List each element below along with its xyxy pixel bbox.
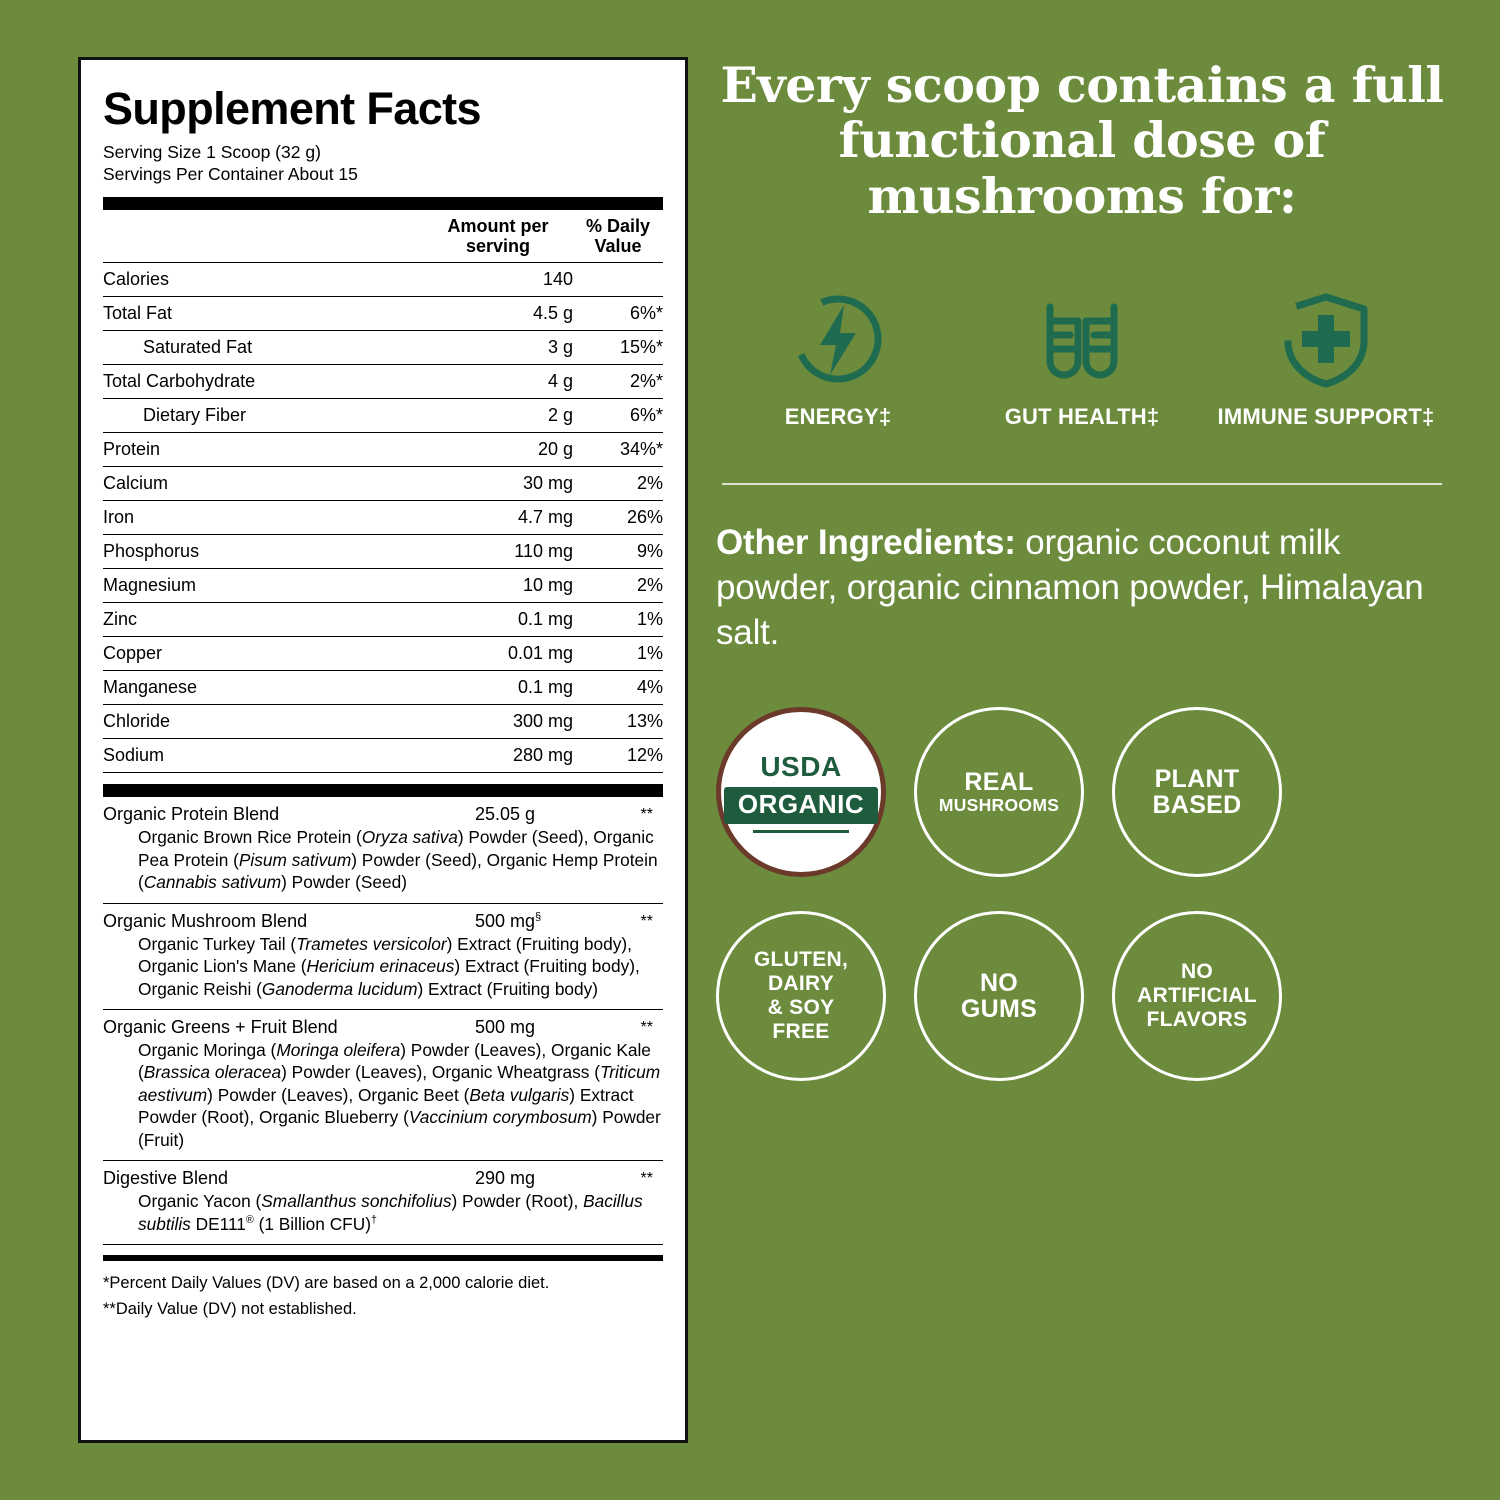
badge-line-1: NO ARTIFICIAL FLAVORS [1137, 960, 1257, 1032]
nutrient-dv [573, 263, 663, 297]
footnotes [103, 1261, 663, 1322]
benefit-label: IMMUNE SUPPORT‡ [1217, 404, 1435, 430]
table-row [103, 399, 663, 433]
other-ingredients-label: Other Ingredients: [716, 522, 1016, 562]
nutrient-name: Calcium [103, 467, 423, 501]
badge-line-1: GLUTEN, DAIRY & SOY FREE [753, 948, 849, 1044]
blend-header [103, 804, 663, 825]
nutrient-name: Iron [103, 501, 423, 535]
table-row [103, 331, 663, 365]
section-divider [722, 483, 1442, 485]
nutrient-amount: 2 g [423, 399, 573, 433]
blend-amount: 500 mg§ [475, 910, 542, 931]
nutrient-dv: 1% [573, 637, 663, 671]
nutrient-amount: 0.01 mg [423, 637, 573, 671]
usda-organic-seal [716, 707, 886, 877]
nutrient-dv: 6%* [573, 297, 663, 331]
divider-thick [103, 197, 663, 210]
supplement-facts-panel [78, 57, 688, 1443]
nutrient-amount: 300 mg [423, 705, 573, 739]
right-column [716, 0, 1500, 1500]
table-row [103, 705, 663, 739]
nutrient-amount: 10 mg [423, 569, 573, 603]
table-row [103, 637, 663, 671]
nutrient-name: Total Carbohydrate [103, 365, 423, 399]
blend-item [103, 1161, 663, 1245]
servings-per-container: Servings Per Container About 15 [103, 164, 358, 185]
badge-real-mushrooms [914, 707, 1084, 877]
benefit-gut-health [960, 284, 1204, 431]
nutrient-dv: 2% [573, 467, 663, 501]
badge-gluten-dairy-soy-free [716, 911, 886, 1081]
serving-size: Serving Size 1 Scoop (32 g) [103, 142, 321, 162]
nutrient-dv: 6%* [573, 399, 663, 433]
blend-amount: 25.05 g [475, 804, 536, 825]
nutrient-dv: 2%* [573, 365, 663, 399]
nutrient-dv: 26% [573, 501, 663, 535]
blend-item [103, 1010, 663, 1161]
nutrition-table [103, 210, 663, 773]
table-row [103, 263, 663, 297]
blend-dv: ** [640, 1019, 653, 1036]
badge-line-1: REAL [964, 768, 1034, 797]
blend-dv: ** [640, 912, 653, 930]
benefits-row [716, 284, 1448, 431]
nutrient-name: Manganese [103, 671, 423, 705]
table-row [103, 365, 663, 399]
nutrient-name: Total Fat [103, 297, 423, 331]
nutrient-dv: 4% [573, 671, 663, 705]
blend-name: Digestive Blend [103, 1168, 229, 1189]
badge-plant-based [1112, 707, 1282, 877]
table-row [103, 467, 663, 501]
badge-line-1: NO GUMS [960, 968, 1038, 1024]
lightning-bolt-icon [716, 284, 960, 394]
benefit-immune-support [1204, 284, 1448, 431]
benefit-label: ENERGY‡ [784, 404, 892, 430]
blend-amount: 500 mg [475, 1017, 536, 1037]
blend-dv: ** [640, 1170, 653, 1188]
nutrient-amount: 140 [423, 263, 573, 297]
table-row [103, 501, 663, 535]
badge-line-1: PLANT BASED [1152, 764, 1242, 820]
footnote-dv: *Percent Daily Values (DV) are based on a 2,000 calorie diet. [103, 1274, 550, 1293]
nutrient-name: Phosphorus [103, 535, 423, 569]
blend-amount: 290 mg [475, 1168, 536, 1189]
other-ingredients [716, 521, 1448, 655]
nutrient-name: Magnesium [103, 569, 423, 603]
nutrient-amount: 0.1 mg [423, 603, 573, 637]
blend-item [103, 904, 663, 1010]
benefit-label: GUT HEALTH‡ [1004, 404, 1160, 430]
table-row [103, 535, 663, 569]
blend-name: Organic Greens + Fruit Blend [103, 1017, 338, 1037]
nutrient-amount: 280 mg [423, 739, 573, 773]
headline: Every scoop contains a full functional dose of mushrooms for: [720, 56, 1444, 225]
header-dv: % Daily Value [573, 210, 663, 263]
table-row [103, 569, 663, 603]
blend-name: Organic Mushroom Blend [103, 910, 308, 931]
blend-ingredients: Organic Yacon (Smallanthus sonchifolius) Powder (Root), Bacillus subtilis DE111® (1 Billion CFU)† [138, 1191, 643, 1234]
nutrient-name: Saturated Fat [103, 331, 423, 365]
blend-name: Organic Protein Blend [103, 804, 280, 825]
badge-no-gums [914, 911, 1084, 1081]
usda-underline [753, 830, 849, 833]
nutrient-amount: 20 g [423, 433, 573, 467]
nutrient-dv: 9% [573, 535, 663, 569]
footnote-dv-not-established: **Daily Value (DV) not established. [103, 1299, 357, 1318]
nutrient-amount: 30 mg [423, 467, 573, 501]
badge-no-artificial-flavors [1112, 911, 1282, 1081]
nutrient-amount: 0.1 mg [423, 671, 573, 705]
nutrient-amount: 4 g [423, 365, 573, 399]
shield-plus-icon [1204, 284, 1448, 394]
nutrient-name: Copper [103, 637, 423, 671]
table-row [103, 739, 663, 773]
nutrient-dv: 12% [573, 739, 663, 773]
nutrient-dv: 2% [573, 569, 663, 603]
left-column [0, 0, 716, 1500]
badge-row-2 [716, 911, 1448, 1081]
blend-header [103, 1017, 663, 1038]
blend-ingredients: Organic Turkey Tail (Trametes versicolor) Extract (Fruiting body), Organic Lion's Mane (Hericium erinaceus) Extract (Fruiting body), Organic Reishi (Ganoderma lucidum) Extract (Fruiting body) [138, 933, 640, 999]
page-title: Supplement Facts [103, 83, 481, 134]
blend-ingredients: Organic Moringa (Moringa oleifera) Powder (Leaves), Organic Kale (Brassica oleracea) Powder (Leaves), Organic Wheatgrass (Triticum aestivum) Powder (Leaves), Organic Beet (Beta vulgaris) Extract Powder (Root), Organic Blueberry (Vaccinium corymbosum) Powder (Fruit) [138, 1040, 661, 1150]
other-ingredients-text: organic coconut milk powder, organic cinnamon powder, Himalayan salt. [716, 522, 1424, 652]
nutrient-name: Dietary Fiber [103, 399, 423, 433]
intestines-icon [960, 284, 1204, 394]
header-blank [103, 210, 423, 263]
table-row [103, 297, 663, 331]
benefit-energy [716, 284, 960, 431]
nutrient-dv: 13% [573, 705, 663, 739]
badge-row-1 [716, 707, 1448, 877]
table-row [103, 433, 663, 467]
table-row [103, 671, 663, 705]
nutrient-dv: 15%* [573, 331, 663, 365]
usda-line-2: ORGANIC [724, 787, 878, 824]
blend-header [103, 911, 663, 932]
badge-grid [716, 707, 1448, 1081]
nutrient-name: Chloride [103, 705, 423, 739]
nutrient-dv: 1% [573, 603, 663, 637]
nutrient-amount: 4.7 mg [423, 501, 573, 535]
blend-header [103, 1168, 663, 1189]
nutrient-amount: 110 mg [423, 535, 573, 569]
divider-thick-2 [103, 784, 663, 797]
blend-dv: ** [640, 806, 653, 824]
table-row [103, 603, 663, 637]
nutrient-amount: 4.5 g [423, 297, 573, 331]
nutrient-dv: 34%* [573, 433, 663, 467]
table-header-row [103, 210, 663, 263]
nutrient-name: Calories [103, 263, 423, 297]
blend-list [103, 797, 663, 1245]
usda-line-1: USDA [760, 751, 842, 783]
header-amount: Amount per serving [423, 210, 573, 263]
blend-item [103, 797, 663, 903]
nutrient-name: Zinc [103, 603, 423, 637]
badge-line-2: MUSHROOMS [938, 794, 1060, 815]
nutrient-name: Protein [103, 433, 423, 467]
nutrient-amount: 3 g [423, 331, 573, 365]
nutrient-name: Sodium [103, 739, 423, 773]
blend-ingredients: Organic Brown Rice Protein (Oryza sativa) Powder (Seed), Organic Pea Protein (Pisum sativum) Powder (Seed), Organic Hemp Protein (Cannabis sativum) Powder (Seed) [138, 827, 658, 893]
